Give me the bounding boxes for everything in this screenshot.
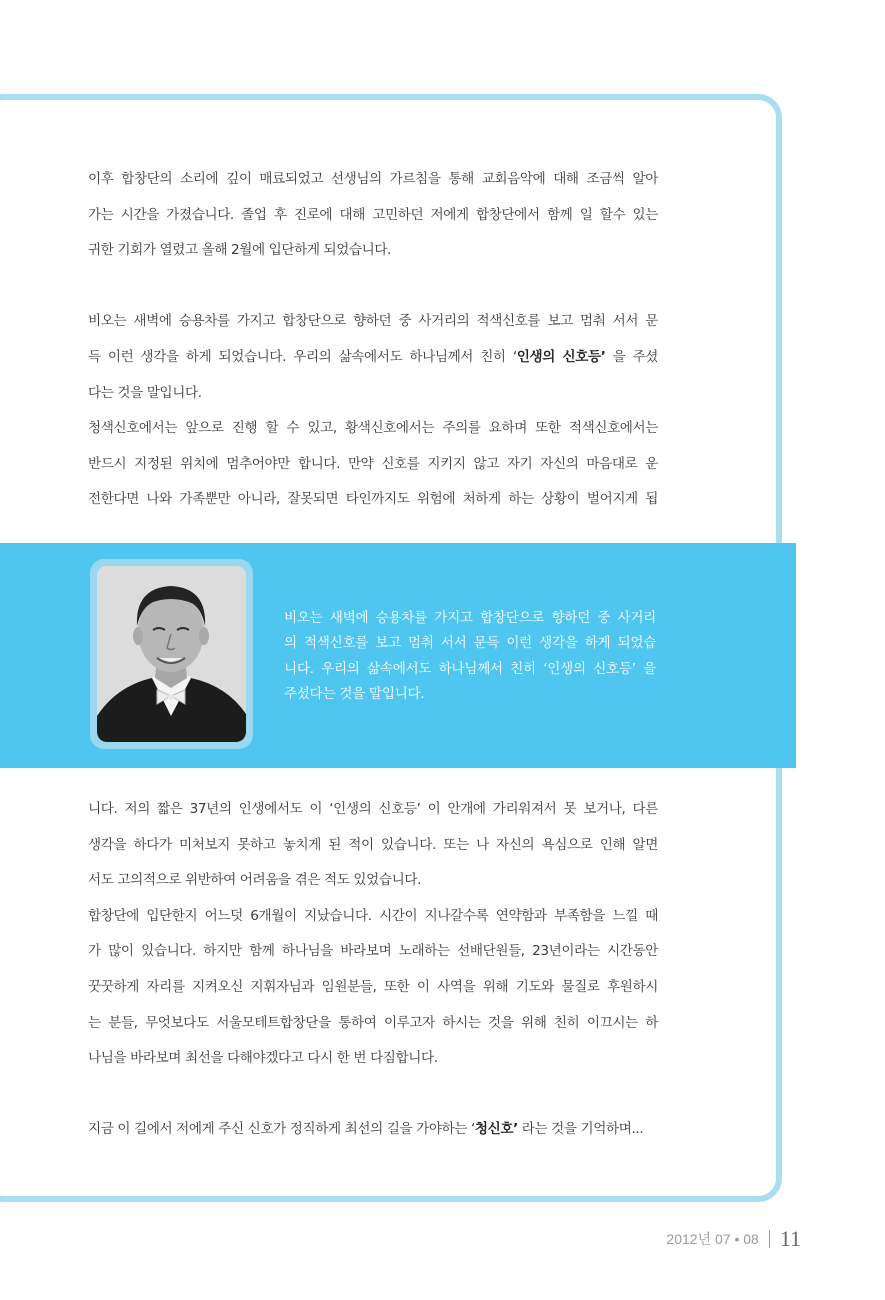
text-line: 생각을 하다가 미처보지 못하고 놓치게 된 적이 있습니다. 또는 나 자신의 욕심으로 인해 알면	[88, 836, 658, 853]
text-line: 가 많이 있습니다. 하지만 함께 하나님을 바라보며 노래하는 선배단원들, 23년이라는 시간동안	[88, 943, 658, 960]
text-line	[88, 340, 658, 376]
text-line: 는 분들, 무엇보다도 서울모테트합창단을 통하여 이루고자 하시는 것을 위해 친히 이끄시는 하	[88, 1014, 658, 1031]
text-line: 나님을 바라보며 최선을 다해야겠다고 다시 한 번 다짐합니다.	[88, 1050, 438, 1067]
text-line: 서도 고의적으로 위반하여 어려움을 겪은 적도 있었습니다.	[88, 872, 422, 889]
text-run: 라는 것을 기억하며...	[517, 1121, 644, 1138]
quote-line: 의 적색신호를 보고 멈춰 서서 문득 이런 생각을 하게 되었습	[284, 635, 656, 652]
highlight-phrase: 인생의 신호등’	[516, 348, 606, 365]
quote-line: 주셨다는 것을 말입니다.	[284, 686, 425, 703]
text-line: 다는 것을 말입니다.	[88, 384, 202, 401]
text-run: 지금 이 길에서 저에게 주신 신호가 정직하게 최선의 길을 가야하는 ‘	[88, 1121, 475, 1138]
quote-line: 비오는 새벽에 승용차를 가지고 합창단으로 향하던 중 사거리	[284, 610, 656, 626]
paragraph-6	[88, 1112, 658, 1148]
paragraph-5	[88, 899, 658, 1077]
paragraph-4	[88, 792, 658, 899]
quote-line: 니다. 우리의 삶속에서도 하나님께서 친히 ‘인생의 신호등’ 을	[284, 660, 656, 677]
text-line: 전한다면 나와 가족뿐만 아니라, 잘못되면 타인까지도 위험에 처하게 하는 상황이 벌어지게 됩	[88, 491, 658, 508]
pull-quote	[284, 606, 656, 708]
text-line: 청색신호에서는 앞으로 진행 할 수 있고, 황색신호에서는 주의를 요하며 또한 적색신호에서는	[88, 420, 658, 437]
paragraph-3	[88, 411, 658, 518]
text-line: 이후 합창단의 소리에 깊이 매료되었고 선생님의 가르침을 통해 교회음악에 대해 조금씩 알아	[88, 171, 658, 187]
page-number: 11	[779, 1226, 801, 1251]
paragraph-2	[88, 304, 658, 411]
text-line: 꿋꿋하게 자리를 지켜오신 지휘자님과 임원분들, 또한 이 사역을 위해 기도와 물질로 후원하시	[88, 978, 658, 995]
portrait-photo	[97, 566, 246, 742]
article-block-2	[88, 792, 658, 1148]
text-line: 가는 시간을 가졌습니다. 졸업 후 진로에 대해 고민하던 저에게 합창단에서 함께 일 할수 있는	[88, 206, 658, 223]
paragraph-1	[88, 162, 658, 269]
text-line: 비오는 새벽에 승용차를 가지고 합창단으로 향하던 중 사거리의 적색신호를 보고 멈춰 서서 문	[88, 313, 658, 330]
highlight-phrase: 청신호’	[474, 1121, 518, 1138]
text-run: 을 주셨	[605, 348, 658, 365]
text-line	[88, 1112, 658, 1148]
text-run: 득 이런 생각을 하게 되었습니다. 우리의 삶속에서도 하나님께서 친히 ‘	[88, 348, 517, 365]
page-footer	[666, 1226, 801, 1252]
text-line: 귀한 기회가 열렸고 올해 2월에 입단하게 되었습니다.	[88, 242, 392, 259]
text-line: 니다. 저의 짧은 37년의 인생에서도 이 ‘인생의 신호등’ 이 안개에 가리워져서 못 보거나, 다른	[88, 801, 658, 817]
issue-date: 2012년 07 • 08	[666, 1231, 759, 1247]
text-line: 합창단에 입단한지 어느덧 6개월이 지났습니다. 시간이 지나갈수록 연약함과 부족함을 느낄 때	[88, 907, 658, 924]
article-block-1	[88, 162, 658, 518]
footer-divider	[769, 1230, 770, 1248]
text-line: 반드시 지정된 위치에 멈추어야만 합니다. 만약 신호를 지키지 않고 자기 자신의 마음대로 운	[88, 455, 658, 472]
